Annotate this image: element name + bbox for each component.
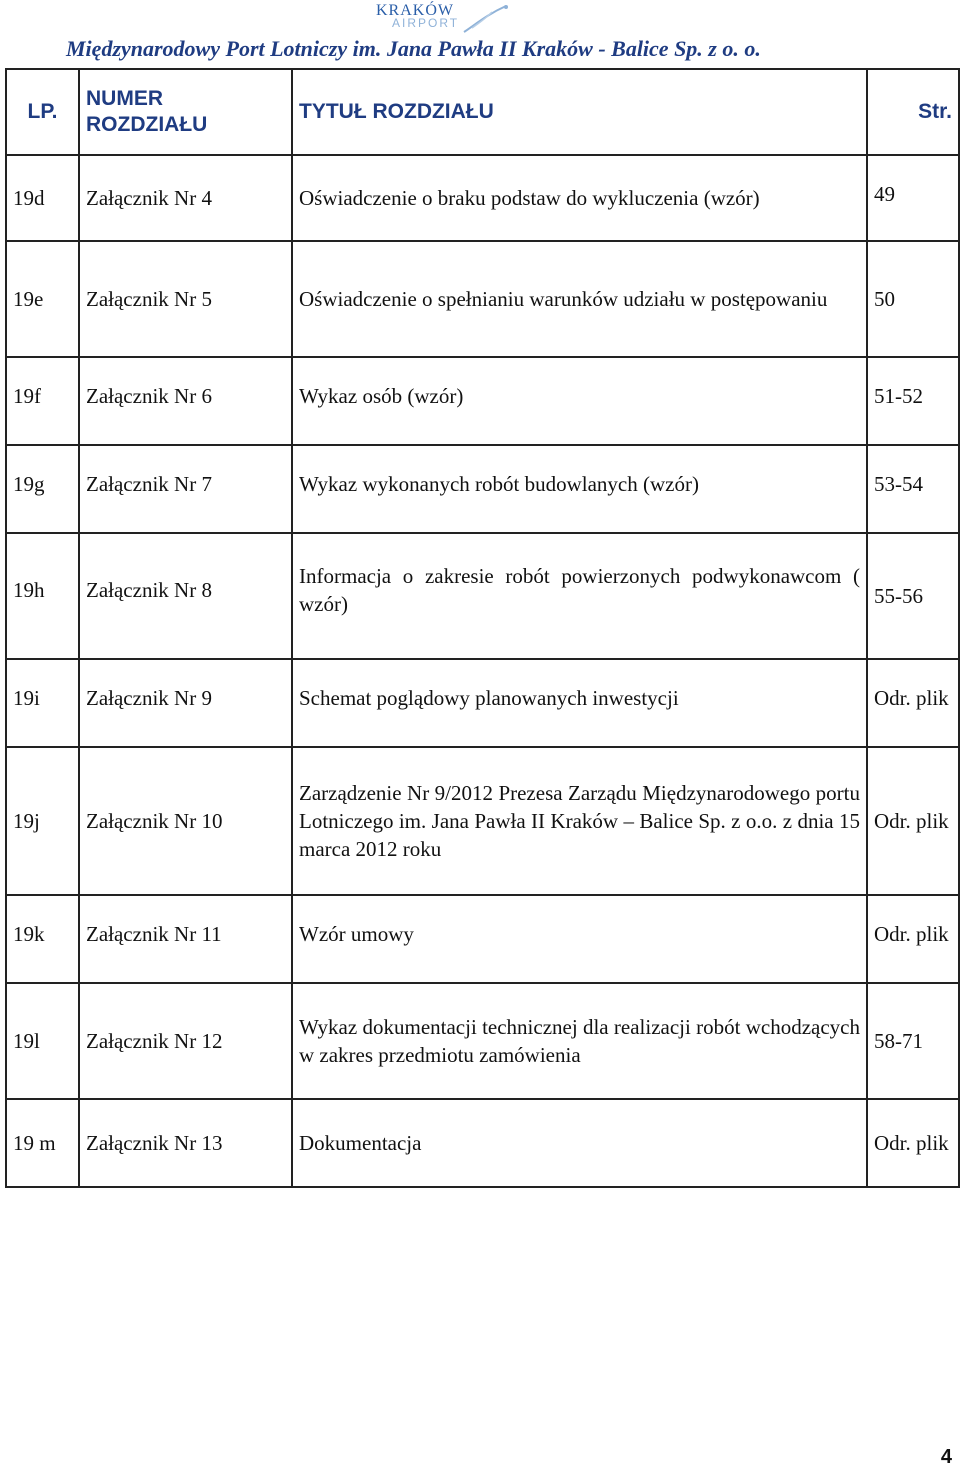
row-page: 51-52	[867, 357, 959, 445]
table-row	[6, 1099, 959, 1187]
table-header-row	[6, 69, 959, 155]
row-title: Informacja o zakresie robót powierzonych podwykonawcom ( wzór)	[292, 533, 867, 659]
row-lp: 19i	[6, 659, 79, 747]
row-title: Wykaz dokumentacji technicznej dla realizacji robót wchodzących w zakres przedmiotu zamówienia	[292, 983, 867, 1099]
row-page: Odr. plik	[867, 1099, 959, 1187]
row-title: Oświadczenie o braku podstaw do wykluczenia (wzór)	[292, 155, 867, 241]
row-lp: 19f	[6, 357, 79, 445]
row-title: Wykaz wykonanych robót budowlanych (wzór)	[292, 445, 867, 533]
row-page: 53-54	[867, 445, 959, 533]
airport-logo	[370, 2, 520, 36]
row-title: Dokumentacja	[292, 1099, 867, 1187]
company-header: Międzynarodowy Port Lotniczy im. Jana Pawła II Kraków - Balice Sp. z o. o.	[66, 36, 761, 61]
row-numer: Załącznik Nr 4	[79, 155, 292, 241]
column-header-tytul: TYTUŁ ROZDZIAŁU	[292, 69, 867, 155]
row-title: Oświadczenie o spełnianiu warunków udziału w postępowaniu	[292, 241, 867, 357]
row-numer: Załącznik Nr 13	[79, 1099, 292, 1187]
row-numer: Załącznik Nr 6	[79, 357, 292, 445]
row-lp: 19d	[6, 155, 79, 241]
row-title: Wzór umowy	[292, 895, 867, 983]
row-lp: 19e	[6, 241, 79, 357]
table-of-contents	[5, 68, 960, 1188]
row-lp: 19l	[6, 983, 79, 1099]
row-page: 50	[867, 241, 959, 357]
table-row	[6, 445, 959, 533]
row-numer: Załącznik Nr 10	[79, 747, 292, 895]
row-title: Schemat poglądowy planowanych inwestycji	[292, 659, 867, 747]
row-lp: 19g	[6, 445, 79, 533]
table-row	[6, 659, 959, 747]
row-numer: Załącznik Nr 11	[79, 895, 292, 983]
table-row	[6, 747, 959, 895]
column-header-lp: LP.	[6, 69, 79, 155]
logo-text-airport: AIRPORT	[392, 16, 460, 30]
row-numer: Załącznik Nr 12	[79, 983, 292, 1099]
row-page: Odr. plik	[867, 895, 959, 983]
table-row	[6, 357, 959, 445]
page-number: 4	[940, 1446, 952, 1468]
row-lp: 19k	[6, 895, 79, 983]
row-lp: 19j	[6, 747, 79, 895]
table-row	[6, 983, 959, 1099]
row-numer: Załącznik Nr 5	[79, 241, 292, 357]
row-page: 58-71	[867, 983, 959, 1099]
row-numer: Załącznik Nr 7	[79, 445, 292, 533]
table-row	[6, 895, 959, 983]
row-lp: 19 m	[6, 1099, 79, 1187]
row-lp: 19h	[6, 533, 79, 659]
table-row	[6, 241, 959, 357]
row-page: Odr. plik	[867, 659, 959, 747]
column-header-str: Str.	[867, 69, 959, 155]
row-page: 49	[867, 155, 959, 241]
row-page: Odr. plik	[867, 747, 959, 895]
logo-text-krakow: KRAKÓW	[376, 2, 454, 19]
table-row	[6, 533, 959, 659]
row-title: Zarządzenie Nr 9/2012 Prezesa Zarządu Międzynarodowego portu Lotniczego im. Jana Pawła II Kraków – Balice Sp. z o.o. z dnia 15 marca 2012 roku	[292, 747, 867, 895]
row-page: 55-56	[867, 533, 959, 659]
row-numer: Załącznik Nr 9	[79, 659, 292, 747]
row-title: Wykaz osób (wzór)	[292, 357, 867, 445]
column-header-numer: NUMER ROZDZIAŁU	[79, 69, 292, 155]
airport-logo-icon	[462, 2, 512, 36]
table-row	[6, 155, 959, 241]
row-numer: Załącznik Nr 8	[79, 533, 292, 659]
